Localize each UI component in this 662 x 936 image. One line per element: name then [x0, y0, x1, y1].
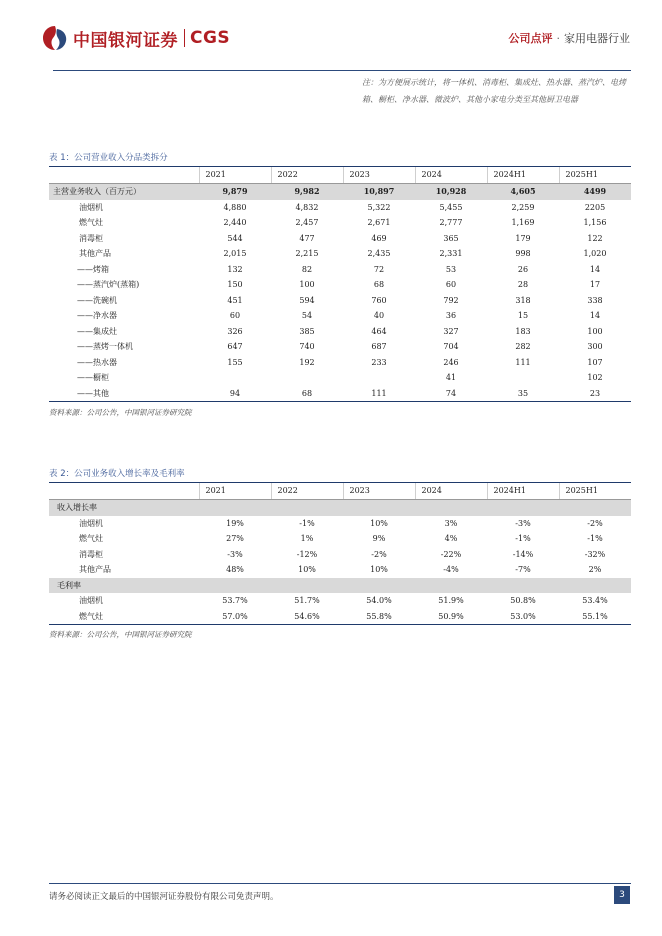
table-cell: 14 [589, 264, 601, 274]
table-row [49, 531, 631, 547]
header-cell: 2022 [271, 167, 343, 184]
table-cell: 2,259 [511, 202, 535, 212]
table-cell: 2205 [584, 202, 606, 212]
table-cell: 4499 [559, 184, 631, 200]
table-cell: 4,605 [487, 184, 559, 200]
table-cell: 2% [588, 565, 602, 574]
table-cell: 464 [371, 326, 387, 336]
table-row [49, 593, 631, 609]
table-cell: -7% [515, 565, 531, 574]
table-cell: 72 [373, 264, 385, 274]
table-cell [199, 370, 271, 386]
row-label: ——净水器 [77, 311, 117, 320]
table-cell: 51.9% [438, 596, 464, 605]
table-cell: 451 [227, 295, 243, 305]
table-cell: 10,928 [415, 184, 487, 200]
table-cell: 26 [517, 264, 529, 274]
table-header-row [49, 167, 631, 184]
table-cell: 338 [587, 295, 603, 305]
table-cell: 35 [487, 386, 559, 402]
table-cell: 53.4% [582, 596, 608, 605]
table2-source: 资料来源：公司公告，中国银河证券研究院 [49, 630, 192, 639]
table-cell: 5,322 [367, 202, 391, 212]
table-row [49, 215, 631, 231]
growth-and-margin-table [49, 482, 631, 625]
table-cell: -22% [440, 549, 462, 559]
table-cell: 55.8% [343, 609, 415, 625]
table-cell: 1% [300, 534, 314, 543]
table-row [49, 262, 631, 278]
row-label: ——蒸汽炉(蒸箱) [77, 280, 140, 289]
table-cell: 179 [515, 233, 531, 243]
table-cell: 385 [299, 326, 315, 336]
table-cell: 4% [444, 534, 458, 543]
table-cell: 150 [227, 280, 243, 289]
table-cell [343, 370, 415, 386]
table-cell: 4,832 [295, 202, 319, 212]
table-cell: 74 [415, 386, 487, 402]
table-cell: -1% [587, 534, 603, 543]
header-cell: 2023 [343, 167, 415, 184]
table-cell: 233 [371, 357, 387, 367]
table-cell: 1,169 [511, 218, 535, 227]
header-cell: 2024 [415, 167, 487, 184]
table-cell: 68 [271, 386, 343, 402]
table-cell: -32% [584, 549, 606, 559]
header-cell: 2021 [199, 167, 271, 184]
table-cell: 54.6% [271, 609, 343, 625]
table-cell: 3% [444, 518, 458, 528]
table-cell: 10,897 [343, 184, 415, 200]
table-row [49, 231, 631, 247]
table-cell: 594 [299, 295, 315, 305]
table-cell: 27% [226, 534, 244, 543]
logo-chinese-text: 中国银河证券 [73, 30, 178, 51]
empty-cell [343, 500, 415, 516]
table-cell: 100 [299, 280, 315, 289]
table-cell: 40 [373, 311, 385, 320]
table-cell: -2% [587, 518, 603, 528]
row-label: 其他产品 [79, 249, 111, 258]
group-label: 收入增长率 [49, 500, 199, 516]
table-cell: 60 [229, 311, 241, 320]
table-cell: 246 [443, 357, 459, 367]
table-cell: 155 [227, 357, 243, 367]
table-cell: 17 [589, 280, 601, 289]
table-row [49, 324, 631, 340]
row-label: ——热水器 [77, 357, 117, 367]
header-cell: 2024H1 [487, 483, 559, 500]
table-row [49, 547, 631, 563]
table-cell: -3% [227, 549, 243, 559]
empty-cell [343, 578, 415, 594]
table-cell: 107 [587, 357, 603, 367]
table-cell: 998 [515, 249, 531, 258]
table-cell: 792 [443, 295, 459, 305]
table-header-row [49, 483, 631, 500]
empty-cell [199, 500, 271, 516]
table-cell: 2,015 [223, 249, 247, 258]
table-row [49, 200, 631, 216]
table-cell: 10% [370, 518, 388, 528]
table1-title: 表 1：公司营业收入分品类拆分 [49, 153, 168, 163]
header-cell: 2022 [271, 483, 343, 500]
table-cell: 5,455 [439, 202, 463, 212]
header-cell: 2024H1 [487, 167, 559, 184]
header-cell: 2021 [199, 483, 271, 500]
table-row [49, 293, 631, 309]
table-row [49, 246, 631, 262]
table-cell: 192 [299, 357, 315, 367]
table-cell: 55.1% [559, 609, 631, 625]
disclaimer-text: 请务必阅读正文最后的中国银河证券股份有限公司免责声明。 [49, 892, 279, 902]
table-cell: 1,020 [583, 249, 607, 258]
row-label: ——洗碗机 [77, 295, 117, 305]
table-cell: 60 [445, 280, 457, 289]
row-label: ——烤箱 [77, 264, 109, 274]
table-row [49, 516, 631, 532]
table-cell: 48% [226, 565, 244, 574]
table-cell: 28 [517, 280, 529, 289]
logo-english-text: CGS [190, 28, 231, 48]
table-cell: 53.0% [487, 609, 559, 625]
table1-source: 资料来源：公司公告，中国银河证券研究院 [49, 408, 192, 417]
table-cell: 1,156 [583, 218, 607, 227]
page-header [0, 0, 662, 75]
page-number: 3 [614, 886, 630, 904]
table-row [49, 339, 631, 355]
header-cell: 2023 [343, 483, 415, 500]
table-cell: 183 [515, 326, 531, 336]
separator-dot: · [556, 32, 560, 45]
table-cell: 68 [373, 280, 385, 289]
table-cell: 9,879 [199, 184, 271, 200]
table-cell: -1% [299, 518, 315, 528]
empty-cell [559, 578, 631, 594]
row-label: 主营业务收入（百万元） [49, 184, 199, 200]
row-label: ——其他 [49, 386, 199, 402]
table-cell: 327 [443, 326, 459, 336]
table-cell: 300 [587, 342, 603, 351]
table-cell: 53.7% [222, 596, 248, 605]
header-cell: 2025H1 [559, 167, 631, 184]
header-cell [49, 167, 199, 184]
table-cell: 82 [301, 264, 313, 274]
row-label: 其他产品 [79, 565, 111, 574]
table-cell: 2,457 [295, 218, 319, 227]
table-cell: -12% [296, 549, 318, 559]
table-cell: 740 [299, 342, 315, 351]
table-cell: 2,440 [223, 218, 247, 227]
empty-cell [487, 578, 559, 594]
row-label: 消毒柜 [79, 233, 103, 243]
report-category [509, 30, 631, 46]
table-cell: 19% [226, 518, 244, 528]
table-row [49, 277, 631, 293]
cgs-logo-icon [42, 25, 68, 51]
table-cell: 50.9% [415, 609, 487, 625]
table-cell: 2,671 [367, 218, 391, 227]
table-cell: 9,982 [271, 184, 343, 200]
logo-divider [184, 29, 185, 47]
footer-divider [49, 883, 631, 884]
classification-note: 注：为方便展示统计，将一体机、消毒柜、集成灶、热水器、蒸汽炉、电烤箱、橱柜、净水器、微波炉、其他小家电分类至其他厨卫电器 [362, 78, 626, 104]
header-cell [49, 483, 199, 500]
table-cell: 10% [370, 565, 388, 574]
table-cell: 326 [227, 326, 243, 336]
table-cell: 53 [445, 264, 457, 274]
table-cell: 10% [298, 565, 316, 574]
table-cell: 111 [343, 386, 415, 402]
header-cell: 2024 [415, 483, 487, 500]
row-label: 油烟机 [79, 596, 103, 605]
row-label: 燃气灶 [79, 534, 103, 543]
table-row [49, 355, 631, 371]
table-cell: 469 [371, 233, 387, 243]
empty-cell [415, 578, 487, 594]
empty-cell [271, 500, 343, 516]
table-cell: 4,880 [223, 202, 247, 212]
row-label: 燃气灶 [49, 609, 199, 625]
table-row [49, 184, 631, 200]
header-cell: 2025H1 [559, 483, 631, 500]
table-cell: 760 [371, 295, 387, 305]
table-cell: 2,777 [439, 218, 463, 227]
empty-cell [415, 500, 487, 516]
table-cell: 51.7% [294, 596, 320, 605]
table-cell: 41 [445, 373, 457, 382]
table-cell: 477 [299, 233, 315, 243]
table-cell: 14 [589, 311, 601, 320]
group-label: 毛利率 [49, 578, 199, 594]
group-row [49, 500, 631, 516]
table-cell: -14% [512, 549, 534, 559]
table-cell: 2,331 [439, 249, 463, 258]
table-cell: 9% [372, 534, 386, 543]
table-cell [487, 370, 559, 386]
empty-cell [559, 500, 631, 516]
table-cell: 318 [515, 295, 531, 305]
table-cell: 36 [445, 311, 457, 320]
row-label: ——橱柜 [77, 373, 109, 382]
row-label: 消毒柜 [79, 549, 103, 559]
table-cell: 2,435 [367, 249, 391, 258]
table-row [49, 308, 631, 324]
table-cell: 122 [587, 233, 603, 243]
table-row [49, 386, 631, 402]
table-cell: 50.8% [510, 596, 536, 605]
table-cell: -3% [515, 518, 531, 528]
revenue-by-category-table [49, 166, 631, 402]
report-type: 公司点评 [508, 32, 553, 45]
table-cell: 54 [301, 311, 313, 320]
table-cell: -4% [443, 565, 459, 574]
table-cell: 111 [515, 357, 531, 367]
group-row [49, 578, 631, 594]
table-cell: 544 [227, 233, 243, 243]
table-cell [271, 370, 343, 386]
table-cell: 100 [587, 326, 603, 336]
table-cell: 2,215 [295, 249, 319, 258]
header-divider [53, 70, 631, 71]
table-cell: 57.0% [199, 609, 271, 625]
table-cell: 704 [443, 342, 459, 351]
table2-title: 表 2：公司业务收入增长率及毛利率 [49, 469, 185, 479]
table-cell: 94 [199, 386, 271, 402]
table-row [49, 562, 631, 578]
table-cell: 15 [517, 311, 529, 320]
table-cell: 687 [371, 342, 387, 351]
table-row [49, 370, 631, 386]
table-cell: -1% [515, 534, 531, 543]
row-label: 燃气灶 [79, 218, 103, 227]
empty-cell [271, 578, 343, 594]
row-label: ——蒸烤一体机 [77, 342, 133, 351]
industry-name: 家用电器行业 [564, 32, 630, 45]
table-cell: 282 [515, 342, 531, 351]
empty-cell [487, 500, 559, 516]
table-cell: 54.0% [366, 596, 392, 605]
table-cell: 132 [227, 264, 243, 274]
row-label: ——集成灶 [77, 326, 117, 336]
table-row [49, 609, 631, 625]
company-logo [42, 24, 230, 52]
empty-cell [199, 578, 271, 594]
table-cell: -2% [371, 549, 387, 559]
table-cell: 102 [587, 373, 603, 382]
table-cell: 23 [559, 386, 631, 402]
row-label: 油烟机 [79, 202, 103, 212]
table-cell: 647 [227, 342, 243, 351]
table-cell: 365 [443, 233, 459, 243]
row-label: 油烟机 [79, 518, 103, 528]
